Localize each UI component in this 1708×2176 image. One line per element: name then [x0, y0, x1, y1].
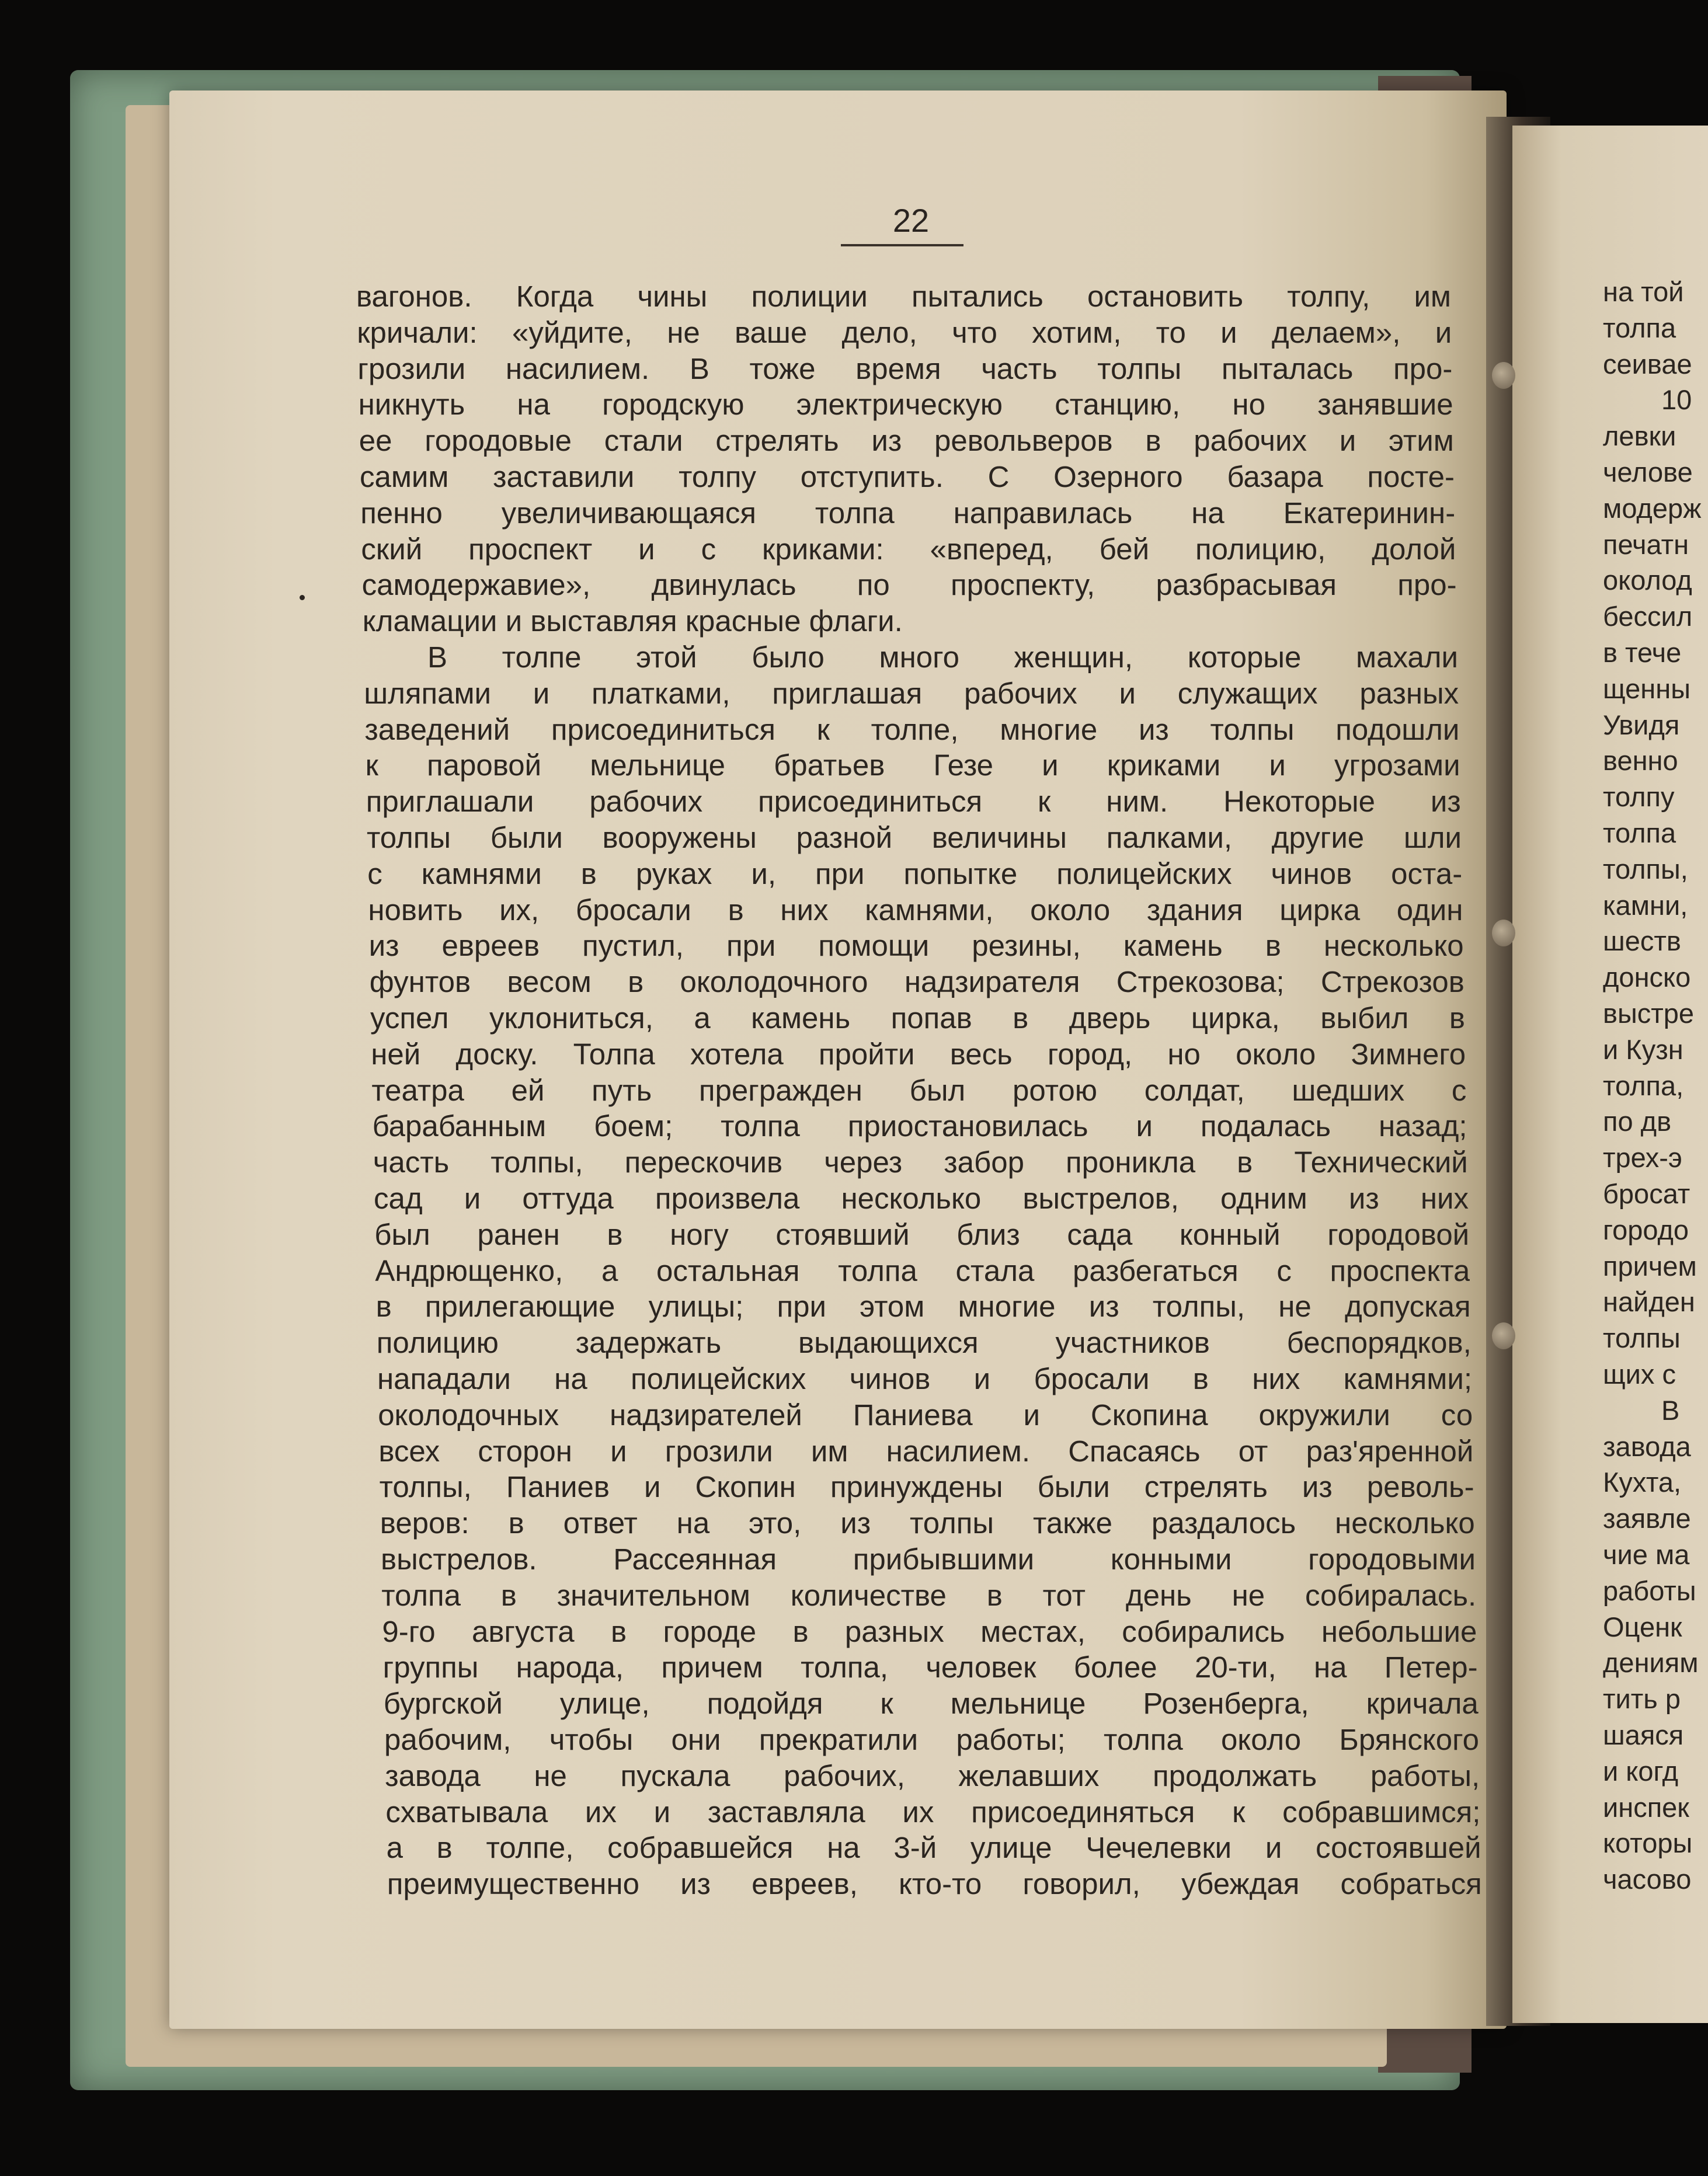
text-line: донско — [1603, 962, 1691, 993]
binding-staple — [1492, 1322, 1515, 1349]
text-line: часово — [1603, 1864, 1692, 1895]
text-line: завода — [1603, 1430, 1691, 1462]
text-line: приглашали рабочих присоединиться к ним. Некоторые из — [366, 785, 1461, 819]
binding-staple — [1492, 920, 1515, 946]
text-line: которы — [1603, 1827, 1693, 1859]
text-line: толпа в значительном количестве в тот день не собиралась. — [381, 1578, 1477, 1612]
text-line: городо — [1603, 1214, 1689, 1245]
text-line: кламации и выставляя красные флаги. — [362, 604, 903, 638]
text-line: новить их, бросали в них камнями, около здания цирка один — [368, 893, 1463, 927]
text-line: тить р — [1603, 1683, 1681, 1715]
text-line: вагонов. Когда чины полиции пытались остановить толпу, им — [356, 280, 1451, 313]
text-line: ней доску. Толпа хотела пройти весь город, но около Зимнего — [371, 1037, 1466, 1071]
text-line: толпу — [1603, 781, 1675, 813]
text-line: барабанным боем; толпа приостановилась и подалась назад; — [372, 1109, 1467, 1143]
text-line: бургской улице, подойдя к мельнице Розенберга, кричала — [383, 1687, 1479, 1721]
text-line: по дв — [1603, 1106, 1672, 1137]
text-line: Кухта, — [1603, 1467, 1682, 1498]
text-line: чие ма — [1603, 1539, 1690, 1570]
text-line: Андрющенко, а остальная толпа стала разбегаться с проспекта — [375, 1254, 1470, 1287]
text-line: рабочим, чтобы они прекратили работы; толпа около Брянского — [384, 1723, 1479, 1756]
text-line: преимущественно из евреев, кто-то говорил, убеждая собраться — [387, 1867, 1482, 1901]
text-line: полицию задержать выдающихся участников беспорядков, — [376, 1326, 1472, 1360]
text-line: на той — [1603, 276, 1684, 307]
text-line: в тече — [1603, 637, 1682, 668]
text-line: к паровой мельнице братьев Гезе и криками и угрозами — [365, 748, 1460, 782]
text-line: шеств — [1603, 925, 1681, 957]
text-line: был ранен в ногу стоявший близ сада конный городовой — [374, 1217, 1470, 1251]
text-line: веров: в ответ на это, из толпы также раздалось несколько — [380, 1506, 1475, 1540]
text-line: сеивае — [1603, 348, 1692, 380]
text-line: ее городовые стали стрелять из револьверов в рабочих и этим — [359, 424, 1454, 458]
text-line: из евреев пустил, при помощи резины, камень в несколько — [368, 929, 1464, 963]
text-line: В — [1661, 1394, 1680, 1426]
text-line: группы народа, причем толпа, человек более 20-ти, на Петер- — [382, 1651, 1478, 1684]
text-line: ский проспект и с криками: «вперед, бей полицию, долой — [361, 532, 1456, 566]
text-line: толпа — [1603, 312, 1676, 343]
text-line: работы — [1603, 1575, 1696, 1606]
text-line: В толпе этой было много женщин, которые махали — [427, 640, 1458, 674]
text-line: никнуть на городскую электрическую станцию, но занявшие — [358, 388, 1453, 422]
text-line: шаяся — [1603, 1719, 1684, 1750]
text-line: толпа, — [1603, 1070, 1684, 1101]
text-line: 9-го августа в городе в разных местах, собирались небольшие — [382, 1614, 1477, 1648]
text-line: шляпами и платками, приглашая рабочих и служащих разных — [364, 676, 1459, 710]
text-line: 10 — [1661, 384, 1692, 416]
text-line: самим заставили толпу отступить. С Озерного базара посте- — [360, 460, 1455, 493]
text-line: схватывала их и заставляла их присоединяться к собравшимся; — [385, 1795, 1481, 1829]
text-line: успел уклониться, а камень попав в дверь цирка, выбил в — [370, 1001, 1465, 1035]
text-line: пенно увеличивающаяся толпа направилась на Екатеринин- — [360, 496, 1456, 530]
text-line: бессил — [1603, 601, 1693, 632]
page-number: 22 — [892, 202, 930, 239]
text-line: заведений присоединиться к толпе, многие из толпы подошли — [364, 712, 1460, 746]
text-line: Увидя — [1603, 709, 1680, 740]
text-line: толпы — [1603, 1322, 1681, 1354]
text-line: трех-э — [1603, 1142, 1682, 1174]
text-line: сад и оттуда произвела несколько выстрелов, одним из них — [374, 1182, 1469, 1215]
text-line: а в толпе, собравшейся на 3-й улице Чечелевки и состоявшей — [386, 1831, 1481, 1865]
text-line: щих с — [1603, 1359, 1676, 1390]
text-line: щенны — [1603, 673, 1690, 704]
text-line: печатн — [1603, 528, 1689, 560]
text-line: выстре — [1603, 998, 1695, 1029]
margin-mark — [300, 595, 305, 600]
text-line: инспек — [1603, 1791, 1689, 1823]
text-line: выстрелов. Рассеянная прибывшими конными городовыми — [381, 1543, 1476, 1576]
text-line: толпы были вооружены разной величины палками, другие шли — [367, 821, 1462, 854]
text-line: найден — [1603, 1286, 1695, 1318]
page-number-rule — [841, 244, 963, 246]
binding-staple — [1492, 362, 1515, 389]
text-line: модерж — [1603, 492, 1702, 524]
text-line: кричали: «уйдите, не ваше дело, что хотим, то и делаем», и — [357, 315, 1452, 349]
text-line: венно — [1603, 745, 1678, 777]
text-line: завода не пускала рабочих, желавших продолжать работы, — [385, 1759, 1480, 1792]
text-line: толпы, — [1603, 853, 1688, 885]
text-line: в прилегающие улицы; при этом многие из толпы, не допуская — [375, 1290, 1471, 1324]
text-line: толпы, Паниев и Скопин принуждены были стрелять из револь- — [379, 1470, 1474, 1504]
text-line: с камнями в руках и, при попытке полицейских чинов оста- — [367, 857, 1463, 890]
text-line: околод — [1603, 565, 1692, 596]
text-line: бросат — [1603, 1178, 1690, 1209]
text-line: заявле — [1603, 1503, 1691, 1534]
text-line: толпа — [1603, 817, 1676, 848]
text-line: Оценк — [1603, 1611, 1682, 1642]
text-line: театра ей путь прегражден был ротою солдат, шедших с — [371, 1073, 1467, 1107]
text-line: грозили насилием. В тоже время часть толпы пыталась про- — [357, 351, 1453, 385]
text-line: фунтов весом в околодочного надзирателя Стрекозова; Стрекозов — [369, 965, 1465, 999]
text-line: дениям — [1603, 1647, 1699, 1679]
text-line: и Кузн — [1603, 1033, 1683, 1065]
text-line: камни, — [1603, 889, 1688, 921]
text-line: самодержавие», двинулась по проспекту, разбрасывая про- — [361, 568, 1457, 602]
text-line: челове — [1603, 457, 1693, 488]
text-line: околодочных надзирателей Паниева и Скопина окружили со — [378, 1398, 1473, 1432]
text-line: нападали на полицейских чинов и бросали в них камнями; — [377, 1362, 1472, 1395]
text-line: всех сторон и грозили им насилием. Спасаясь от раз'яренной — [378, 1434, 1474, 1468]
text-line: часть толпы, перескочив через забор проникла в Технический — [373, 1146, 1468, 1179]
text-line: причем — [1603, 1250, 1697, 1282]
text-line: и когд — [1603, 1755, 1678, 1787]
text-line: левки — [1603, 420, 1676, 452]
